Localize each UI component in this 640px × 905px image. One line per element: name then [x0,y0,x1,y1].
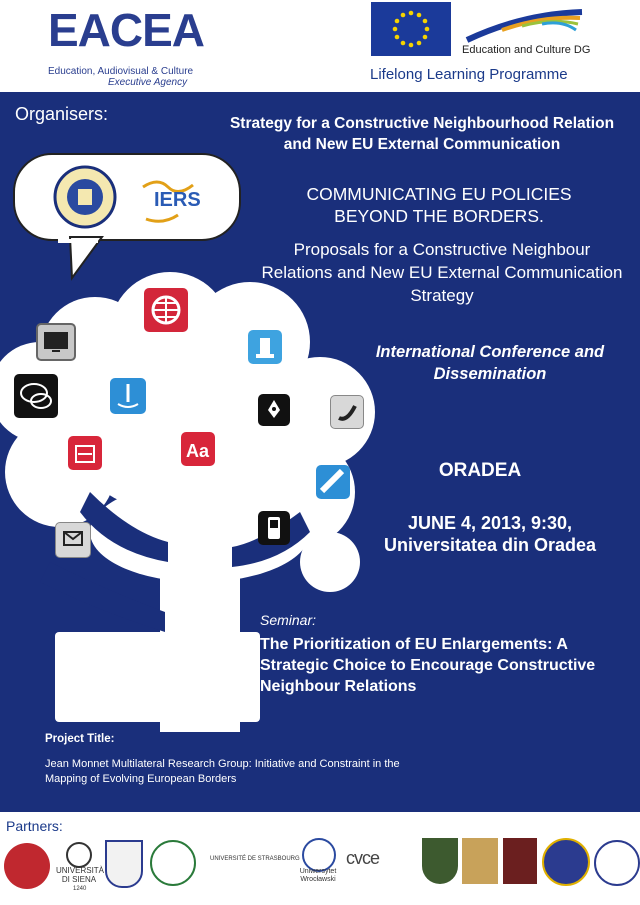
iers-logo [138,175,208,225]
speech-bubble-tail [70,237,102,278]
fountain-pen-icon [258,394,290,426]
siena-name: UNIVERSITÀ DI SIENA [56,866,105,884]
svg-text:Aa: Aa [186,441,210,461]
wroclaw-seal-icon [302,838,336,872]
document-icon [68,436,102,470]
date-venue: JUNE 4, 2013, 9:30, Universitatea din Oradea [383,513,597,555]
monitor-icon [36,323,76,361]
seminar-label: Seminar: [260,612,317,628]
eacea-logo [48,4,205,88]
partner-round-seal-logo [594,840,640,886]
eac-dg-label: Education and Culture DG [462,44,591,56]
chat-icon [14,374,58,418]
project-title-text: Jean Monnet Multilateral Research Group: Initiative and Constraint in the Mapping of Evolving European Borders [45,758,400,785]
cvce-logo: cvce [346,848,380,868]
partner-blue-seal-logo [542,838,590,886]
strategy-title: Strategy for a Constructive Neighbourhood Relation and New EU External Communication [229,115,615,153]
partners-label: Partners: [6,818,63,834]
iers-text: IERS [154,189,201,211]
bologna-logo [4,843,50,889]
siena-seal-icon [66,842,92,868]
globe-icon [144,288,188,332]
siena-year: 1240 [73,886,87,892]
communicating-heading: COMMUNICATING EU POLICIES BEYOND THE BORDERS. [306,184,572,226]
city-label: ORADEA [438,460,522,481]
upload-icon [248,330,282,364]
green-seal-logo [150,840,196,886]
mail-icon [55,522,91,558]
pen-icon [110,378,146,414]
partner-red-crest-logo [503,838,537,884]
partner-building-logo [462,838,498,884]
eacea-name-line2: Executive Agency [108,77,188,88]
conference-label: International Conference and Dissemination [375,343,605,383]
oradea-university-logo [50,165,120,229]
organisers-label: Organisers: [15,104,109,124]
project-title-label: Project Title: [45,733,115,745]
wroclaw-name: Uniwersytet Wrocławski [299,868,337,883]
phone-icon [330,395,364,429]
eacea-name-line1: Education, Audiovisual & Culture [48,66,194,77]
eacea-letters: EACEA [48,4,205,56]
font-icon [181,432,215,466]
mobile-phone-icon [258,511,290,545]
header [0,0,640,92]
eu-flag-icon [371,2,451,56]
llp-label: Lifelong Learning Programme [370,66,568,83]
proposals-text: Proposals for a Constructive Neighbour Relations and New EU External Communication Strategy [261,240,623,305]
partner-crest-logo [422,838,458,884]
partner-shield-logo [105,840,143,888]
seminar-title: The Prioritization of EU Enlargements: A Strategic Choice to Encourage Constructive Neighbour Relations [260,636,596,695]
ruler-icon [316,465,350,499]
strasbourg-name: UNIVERSITÉ DE STRASBOURG [210,856,300,862]
eac-swoosh-icon [462,4,612,44]
